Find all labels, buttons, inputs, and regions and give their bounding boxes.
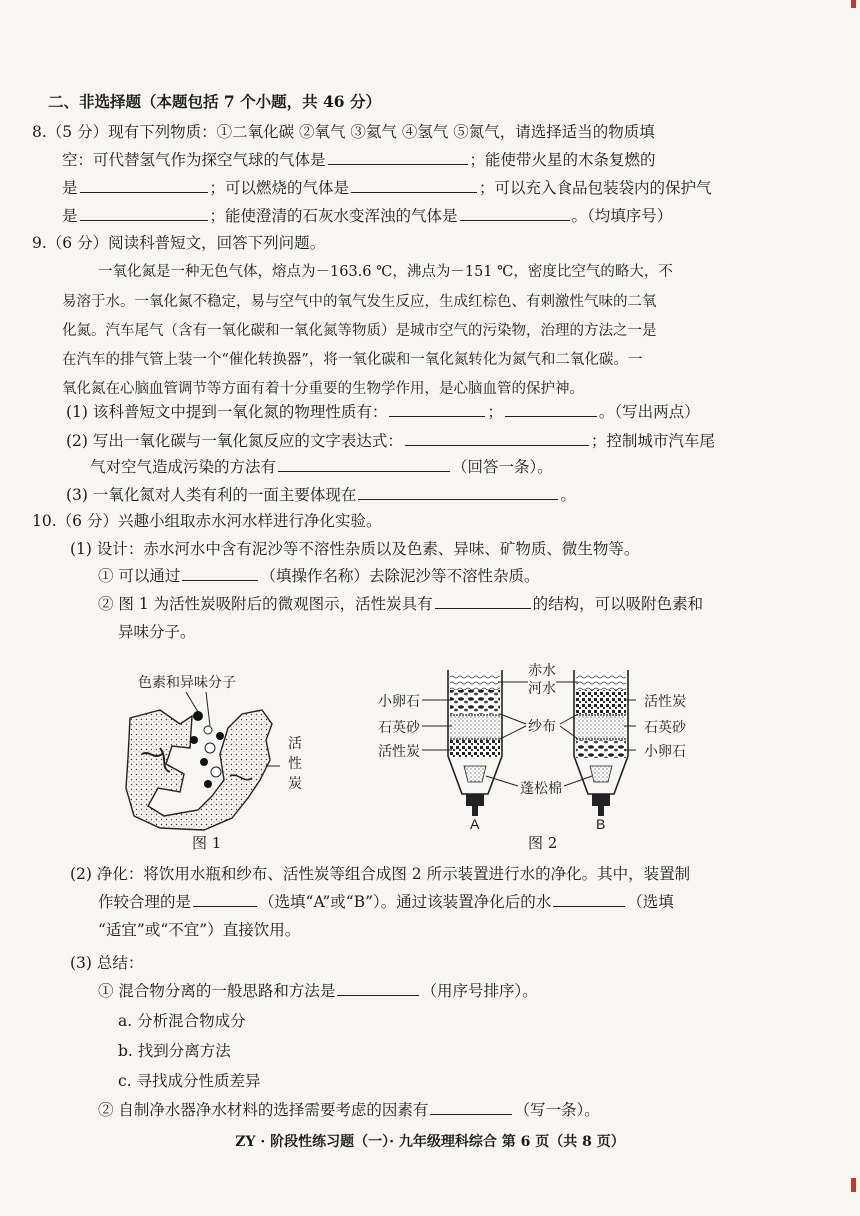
q10-option-a: a. 分析混合物成分 [118,1012,246,1030]
q10-text: ② 自制净水器净水材料的选择需要考虑的因素有 [98,1101,429,1119]
q8-text: 空：可代替氢气作为探空气球的气体是 [62,151,326,169]
q8-blank-2[interactable] [80,178,208,193]
q9-blank-4[interactable] [278,457,450,472]
q8-line-3 [62,178,712,198]
figure2-caption: 图 2 [528,834,558,852]
q9-text: 气对空气造成污染的方法有 [90,458,277,476]
q9-sub2-cont [90,457,553,477]
figure2-bottle-b-label: B [596,816,606,832]
q10-summary: (3) 总结： [70,954,144,972]
q9-sub2 [66,431,715,451]
figure2-left-label-2: 石英砂 [378,720,420,736]
q9-passage-line: 化氮。汽车尾气（含有一氧化碳和一氧化氮等物质）是城市空气的污染物，治理的方法之一是 [62,323,657,339]
figure2-right-label-1: 活性炭 [644,694,686,710]
figure1-side-label [288,734,302,794]
q9-text: ；控制城市汽车尾 [590,432,715,450]
q10-purify-line-1: (2) 净化：将饮用水瓶和纱布、活性炭等组合成图 2 所示装置进行水的净化。其中，装置制 [70,865,691,883]
figure1-side-char: 炭 [288,776,302,792]
figure-1 [120,668,320,838]
figure1-caption: 图 1 [192,834,222,852]
q9-sub3 [66,485,576,505]
q10-blank-2[interactable] [435,594,531,609]
q8-blank-4[interactable] [80,206,208,221]
q10-s2 [98,1100,600,1120]
q10-text: （写一条）。 [514,1101,600,1119]
q8-line-4 [62,206,672,226]
figure2-gauze-label: 纱布 [528,719,556,735]
q9-text: (2) 写出一氧化碳与一氧化氮反应的文字表达式： [66,432,403,450]
q10-option-b: b. 找到分离方法 [118,1042,231,1060]
q8-blank-1[interactable] [328,150,468,165]
q10-header: 10.（6 分）兴趣小组取赤水河水样进行净化实验。 [32,512,382,530]
q10-d1 [98,566,539,586]
q8-text: ；能使带火星的木条复燃的 [469,151,656,169]
q10-text: （用序号排序）。 [421,982,538,1000]
figure2-water-label [528,662,556,698]
bottle-a [448,670,502,816]
q9-text: (3) 一氧化氮对人类有利的一面主要体现在 [66,486,357,504]
q10-blank-3[interactable] [193,892,257,907]
q10-blank-4[interactable] [553,892,625,907]
figure2-bottle-a-label: A [470,816,480,832]
q8-blank-3[interactable] [351,178,477,193]
q8-text: ；能使澄清的石灰水变浑浊的气体是 [209,207,458,225]
figure-2 [378,656,718,834]
figure1-side-char: 性 [288,756,302,772]
figure2-right-label-2: 石英砂 [644,720,686,736]
q9-text: (1) 该科普短文中提到一氧化氮的物理性质有： [66,403,388,421]
figure2-right-label-3: 小卵石 [644,744,686,760]
q8-text: 是 [62,207,78,225]
q10-blank-5[interactable] [337,981,419,996]
q9-passage-line: 氧化氮在心脑血管调节等方面有着十分重要的生物学作用，是心脑血管的保护神。 [62,381,584,397]
figure2-cotton-label: 蓬松棉 [520,781,562,797]
q9-blank-5[interactable] [358,485,558,500]
bottle-b [574,670,628,816]
q10-text: ① 混合物分离的一般思路和方法是 [98,982,336,1000]
figure2-left-label-1: 小卵石 [378,694,420,710]
figure1-side-char: 活 [288,736,302,752]
q10-text: ② 图 1 为活性炭吸附后的微观图示，活性炭具有 [98,595,433,613]
q8-text: 是 [62,179,78,197]
q10-design: (1) 设计：赤水河水中含有泥沙等不溶性杂质以及色素、异味、矿物质、微生物等。 [70,540,640,558]
figure2-water-text: 赤水 [528,663,556,679]
q9-text: ； [487,403,503,421]
q9-passage-line: 在汽车的排气管上装一个“催化转换器”，将一氧化碳和一氧化氮转化为氮气和二氧化碳。一 [62,352,643,368]
q10-text: （选填 [627,893,674,911]
q9-blank-2[interactable] [505,402,597,417]
q9-text: 。（写出两点） [598,403,700,421]
q8-blank-5[interactable] [460,206,570,221]
q10-text: ① 可以通过 [98,567,181,585]
q10-text: 的结构，可以吸附色素和 [532,595,704,613]
q9-blank-1[interactable] [389,402,485,417]
q10-d2 [98,594,703,614]
q9-passage-line: 易溶于水。一氧化氮不稳定，易与空气中的氧气发生反应，生成红棕色、有刺激性气味的二氧 [62,294,657,310]
q10-purify-line-3: “适宜”或“不宜”）直接饮用。 [98,921,301,939]
q9-text: 。 [560,486,576,504]
section-title: 二、非选择题（本题包括 7 个小题，共 46 分） [48,92,381,111]
q8-line-1: 8.（5 分）现有下列物质：①二氧化碳 ②氧气 ③氦气 ④氢气 ⑤氮气，请选择适当的物质填 [32,123,655,141]
q9-text: （回答一条）。 [452,458,553,476]
q10-blank-1[interactable] [182,566,258,581]
q8-text: ；可以燃烧的气体是 [209,179,350,197]
q10-s1 [98,981,538,1001]
figure2-water-text: 河水 [528,681,556,697]
q10-text: （填操作名称）去除泥沙等不溶性杂质。 [260,567,540,585]
q10-option-c: c. 寻找成分性质差异 [118,1072,261,1090]
q9-header: 9.（6 分）阅读科普短文，回答下列问题。 [32,234,326,252]
q8-line-2 [62,150,656,170]
q8-text: 。（均填序号） [571,207,673,225]
q9-sub1 [66,402,700,422]
q10-d2-cont: 异味分子。 [118,623,196,641]
q10-blank-6[interactable] [430,1100,512,1115]
page-footer: ZY · 阶段性练习题（一）· 九年级理科综合 第 6 页（共 8 页） [235,1134,625,1150]
q8-text: ；可以充入食品包装袋内的保护气 [479,179,712,197]
q10-text: 作较合理的是 [98,893,192,911]
q10-text: （选填“A”或“B”）。通过该装置净化后的水 [259,893,552,911]
q9-blank-3[interactable] [405,431,589,446]
figure1-top-label: 色素和异味分子 [138,675,236,691]
q9-passage-line: 一氧化氮是一种无色气体，熔点为－163.6 ℃，沸点为－151 ℃，密度比空气的略大，不 [98,264,673,280]
scan-edge-mark [851,0,856,8]
scan-edge-mark [851,1178,856,1192]
q10-purify-line-2 [98,892,674,912]
figure2-left-label-3: 活性炭 [378,744,420,760]
